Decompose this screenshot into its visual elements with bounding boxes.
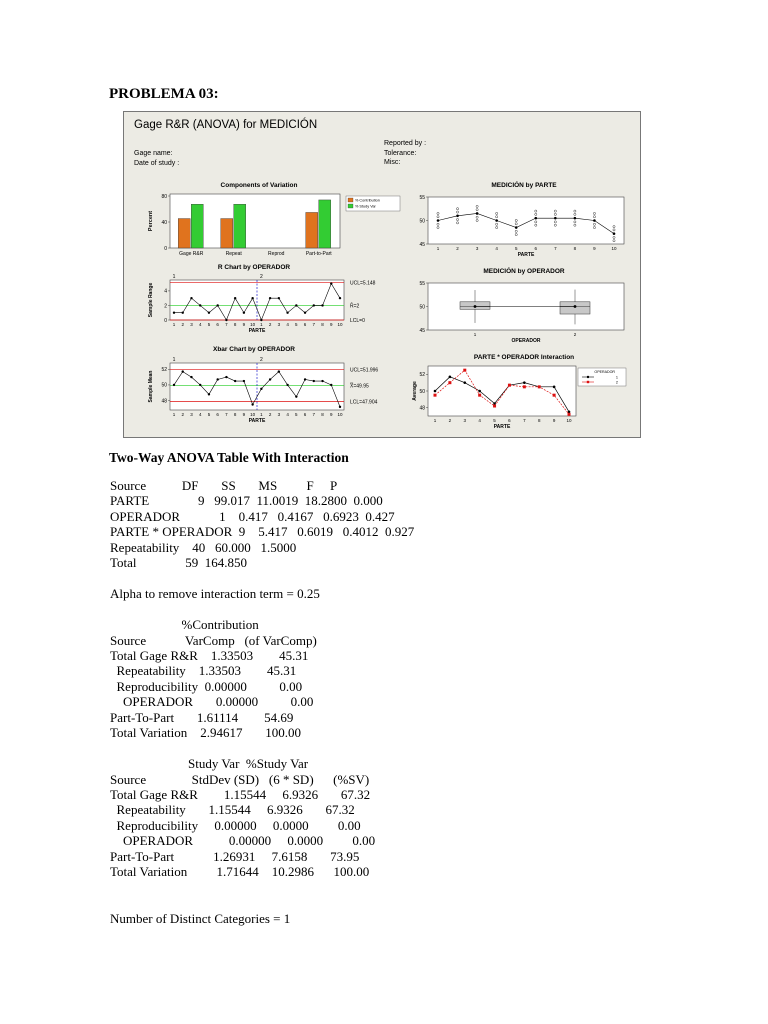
data-point: [234, 380, 236, 382]
x-tick-label: 8: [321, 322, 324, 327]
data-point: [182, 370, 184, 372]
x-tick-label: 10: [250, 412, 256, 417]
data-point: [182, 312, 184, 314]
data-point: [321, 380, 323, 382]
data-point: [234, 297, 236, 299]
data-point: [523, 385, 526, 388]
ucl-label: UCL=51.996: [350, 367, 379, 374]
data-point: [568, 411, 571, 414]
x-tick-label: 8: [573, 246, 577, 251]
x-tick-label: 6: [216, 412, 219, 417]
x-tick-label: 1: [436, 246, 440, 251]
x-tick-label: 5: [514, 246, 518, 251]
output-line: %Contribution: [110, 617, 259, 633]
output-line: Total Variation 1.71644 10.2986 100.00: [110, 864, 370, 880]
x-tick-label: 2: [573, 332, 577, 337]
data-point: [437, 219, 440, 222]
data-point: [243, 380, 245, 382]
legend-marker: [587, 381, 589, 383]
x-axis-label: PARTE: [248, 328, 266, 334]
data-point: [593, 219, 596, 222]
x-tick-label: 2: [181, 322, 184, 327]
legend-label: 1: [615, 375, 618, 380]
output-line: OPERADOR 0.00000 0.0000 0.00: [110, 833, 376, 849]
x-tick-label: 4: [495, 246, 498, 251]
bar: [319, 200, 331, 248]
output-line: PARTE * OPERADOR 9 5.417 0.6019 0.4012 0.927: [110, 524, 415, 540]
group-label: 1: [172, 357, 176, 363]
data-point: [278, 370, 280, 372]
x-tick-label: 7: [312, 322, 316, 327]
data-point: [463, 381, 466, 384]
data-point: [190, 376, 192, 378]
x-tick-label: 4: [286, 322, 289, 327]
legend-swatch: [348, 204, 353, 208]
data-point: [251, 297, 253, 299]
x-tick-label: 3: [277, 322, 281, 327]
gage-rr-figure: [123, 111, 641, 438]
data-point: [216, 378, 218, 380]
r-chart: [148, 274, 376, 334]
x-tick-label: 9: [552, 418, 556, 423]
x-tick-label: 1: [433, 418, 437, 423]
x-tick-label: 6: [216, 322, 219, 327]
output-line: Total 59 164.850: [110, 555, 248, 571]
x-tick-label: 2: [456, 246, 459, 251]
y-tick-label: 45: [419, 327, 425, 334]
output-line: Part-To-Part 1.26931 7.6158 73.95: [110, 848, 360, 864]
data-point: [339, 297, 341, 299]
box: [560, 302, 590, 314]
x-tick-label: 4: [198, 322, 202, 327]
legend-label: 2: [615, 380, 618, 385]
x-tick-label: 5: [207, 412, 211, 417]
legend-label: % Contribution: [355, 198, 380, 203]
x-tick-label: 5: [295, 412, 298, 417]
output-line: Source VarComp (of VarComp): [110, 632, 317, 648]
output-line: OPERADOR 0.00000 0.00: [110, 694, 314, 710]
x-tick-label: 4: [478, 418, 481, 423]
output-line: Total Variation 2.94617 100.00: [110, 725, 301, 741]
xbar-title: Xbar Chart by OPERADOR: [213, 346, 295, 353]
x-tick-label: 7: [225, 412, 228, 417]
data-point: [534, 217, 537, 220]
x-tick-label: 5: [207, 322, 211, 327]
data-point: [508, 384, 511, 387]
data-point: [208, 312, 210, 314]
figure-title: Gage R&R (ANOVA) for MEDICIÓN: [134, 119, 318, 131]
x-tick-label: 7: [523, 418, 526, 423]
y-tick-label: 80: [161, 193, 167, 200]
data-point: [173, 384, 175, 386]
data-point: [478, 390, 481, 393]
x-tick-label: 10: [250, 322, 256, 327]
data-point: [216, 304, 218, 306]
ucl-label: UCL=5.148: [350, 280, 376, 287]
x-tick-label: 6: [534, 246, 538, 251]
data-point: [208, 393, 210, 395]
by-parte-chart: [419, 195, 624, 258]
legend-title: OPERADOR: [594, 370, 615, 374]
group-label: 1: [172, 274, 176, 280]
xbar-chart: [148, 357, 378, 424]
misc-label: Misc:: [384, 159, 401, 166]
data-point: [495, 219, 498, 222]
data-point: [553, 386, 556, 389]
data-point: [449, 376, 452, 379]
x-tick-label: 4: [286, 412, 289, 417]
x-tick-label: 8: [537, 418, 541, 423]
x-tick-label: 6: [508, 418, 511, 423]
x-tick-label: 7: [312, 412, 316, 417]
x-tick-label: 5: [295, 322, 298, 327]
interaction-title: PARTE * OPERADOR Interaction: [473, 354, 575, 361]
output-line: Reproducibility 0.00000 0.0000 0.00: [110, 817, 361, 833]
x-tick-label: 9: [330, 412, 333, 417]
data-point: [304, 378, 306, 380]
x-tick-label: 8: [233, 412, 237, 417]
y-axis-label: Percent: [148, 210, 154, 232]
y-tick-label: 2: [164, 303, 167, 310]
data-point: [173, 312, 175, 314]
data-point: [269, 378, 271, 380]
data-point: [456, 215, 459, 218]
y-tick-label: 4: [164, 288, 167, 295]
output-line: Number of Distinct Categories = 1: [110, 910, 291, 926]
x-tick-label: 8: [233, 322, 237, 327]
interaction-chart: [412, 366, 626, 430]
x-tick-label: 4: [198, 412, 202, 417]
data-point: [574, 217, 577, 220]
group-label: 2: [259, 357, 263, 363]
x-tick-label: 1: [172, 412, 176, 417]
data-point: [313, 304, 315, 306]
x-tick-label: 1: [260, 412, 263, 417]
anova-heading: Two-Way ANOVA Table With Interaction: [109, 450, 349, 465]
lcl-label: LCL=47.904: [350, 399, 378, 406]
x-tick-label: 3: [277, 412, 281, 417]
x-tick-label: Gage R&R: [179, 251, 204, 257]
bar: [191, 204, 203, 248]
rchart-title: R Chart by OPERADOR: [217, 264, 291, 271]
data-point: [613, 232, 616, 235]
x-tick-label: Repeat: [225, 251, 242, 257]
y-tick-label: 52: [161, 367, 167, 374]
x-tick-label: 2: [268, 322, 272, 327]
components-chart: [148, 194, 400, 257]
x-tick-label: 2: [181, 412, 184, 417]
data-point: [476, 212, 479, 215]
legend-swatch: [348, 198, 353, 202]
x-tick-label: 3: [190, 322, 193, 327]
data-point: [434, 390, 437, 393]
y-tick-label: 0: [164, 245, 167, 252]
x-tick-label: 10: [611, 246, 617, 251]
data-point: [278, 297, 280, 299]
date-of-study-label: Date of study :: [134, 159, 180, 167]
x-tick-label: 1: [473, 332, 477, 337]
data-point: [478, 394, 481, 397]
data-point: [225, 376, 227, 378]
y-tick-label: 55: [419, 280, 425, 287]
output-line: Part-To-Part 1.61114 54.69: [110, 709, 294, 725]
x-tick-label: 2: [268, 412, 272, 417]
x-tick-label: 9: [330, 322, 333, 327]
x-tick-label: 3: [475, 246, 479, 251]
y-axis-label: Sample Mean: [148, 370, 154, 403]
y-tick-label: 45: [419, 241, 425, 248]
y-tick-label: 48: [161, 398, 167, 405]
data-point: [269, 297, 271, 299]
y-tick-label: 52: [419, 372, 425, 379]
y-tick-label: 40: [161, 219, 167, 226]
data-point: [304, 312, 306, 314]
lcl-label: LCL=0: [350, 318, 365, 324]
y-tick-label: 50: [419, 304, 425, 311]
data-point: [554, 217, 557, 220]
x-tick-label: 5: [493, 418, 496, 423]
x-tick-label: Part-to-Part: [305, 251, 332, 257]
data-point: [568, 413, 571, 416]
figure-charts: [124, 112, 640, 437]
x-tick-label: 7: [554, 246, 557, 251]
data-point: [434, 394, 437, 397]
data-point: [251, 403, 253, 405]
gage-name-label: Gage name:: [134, 150, 173, 157]
y-tick-label: 50: [419, 388, 425, 395]
y-axis-label: Average: [412, 381, 418, 401]
legend-label: % Study Var: [355, 204, 376, 209]
data-point: [225, 319, 227, 321]
output-line: Repeatability 40 60.000 1.5000: [110, 539, 297, 555]
x-tick-label: Reprod: [268, 251, 285, 257]
output-line: Study Var %Study Var: [110, 756, 309, 772]
plot-frame: [428, 366, 576, 416]
y-tick-label: 48: [419, 405, 425, 412]
x-tick-label: 10: [337, 412, 343, 417]
data-point: [199, 384, 201, 386]
x-tick-label: 10: [337, 322, 343, 327]
output-line: Alpha to remove interaction term = 0.25: [110, 586, 320, 602]
bar: [234, 204, 246, 248]
legend-marker: [587, 376, 589, 378]
data-point: [330, 282, 332, 284]
x-axis-label: PARTE: [493, 424, 511, 430]
output-line: Source DF SS MS F P: [110, 478, 338, 493]
x-axis-label: OPERADOR: [511, 338, 541, 344]
x-tick-label: 1: [260, 322, 263, 327]
y-axis-label: Sample Range: [148, 282, 154, 318]
data-point: [295, 304, 297, 306]
bar: [306, 212, 318, 248]
output-line: Total Gage R&R 1.33503 45.31: [110, 647, 309, 663]
page-title: PROBLEMA 03:: [109, 86, 219, 102]
x-tick-label: 9: [242, 322, 246, 327]
y-tick-label: 0: [164, 317, 167, 324]
plot-frame: [170, 280, 344, 320]
output-line: Reproducibility 0.00000 0.00: [110, 678, 303, 694]
data-point: [295, 395, 297, 397]
data-point: [260, 319, 262, 321]
x-tick-label: 6: [303, 412, 307, 417]
output-line: OPERADOR 1 0.417 0.4167 0.6923 0.427: [110, 508, 395, 524]
data-point: [538, 385, 541, 388]
data-point: [321, 304, 323, 306]
data-point: [243, 312, 245, 314]
by-operador-chart: [419, 281, 624, 344]
data-point: [330, 384, 332, 386]
output-line: Source StdDev (SD) (6 * SD) (%SV): [110, 771, 370, 787]
center-label: R̄=2: [350, 303, 360, 310]
bar: [221, 219, 233, 248]
x-tick-label: 6: [303, 322, 307, 327]
group-label: 2: [259, 274, 263, 280]
bar: [178, 219, 190, 248]
x-tick-label: 9: [593, 246, 596, 251]
data-point: [493, 405, 496, 408]
y-tick-label: 50: [419, 218, 425, 225]
reported-by-label: Reported by :: [384, 140, 427, 147]
x-tick-label: 3: [463, 418, 467, 423]
data-point: [339, 406, 341, 408]
data-point: [190, 297, 192, 299]
x-axis-label: PARTE: [517, 252, 535, 258]
tolerance-label: Tolerance:: [384, 149, 417, 157]
data-point: [463, 369, 466, 372]
data-point: [553, 394, 556, 397]
x-tick-label: 7: [225, 322, 228, 327]
center-label: X̿=49.95: [350, 383, 369, 390]
output-line: Total Gage R&R 1.15544 6.9326 67.32: [110, 787, 371, 802]
data-point: [199, 304, 201, 306]
x-tick-label: 8: [321, 412, 324, 417]
components-title: Components of Variation: [220, 182, 298, 189]
output-line: PARTE 9 99.017 11.0019 18.2800 0.000: [110, 493, 383, 509]
by-parte-title: MEDICIÓN by PARTE: [491, 182, 557, 189]
x-tick-label: 10: [566, 418, 572, 423]
data-point: [523, 381, 526, 384]
data-point: [448, 381, 451, 384]
output-line: Repeatability 1.33503 45.31: [110, 663, 297, 679]
x-tick-label: 3: [190, 412, 193, 417]
x-tick-label: 2: [448, 418, 452, 423]
by-operador-title: MEDICIÓN by OPERADOR: [483, 268, 565, 275]
data-point: [286, 384, 288, 386]
data-point: [260, 388, 262, 390]
x-axis-label: PARTE: [248, 418, 266, 424]
x-tick-label: 9: [242, 412, 246, 417]
output-line: Repeatability 1.15544 6.9326 67.32: [110, 802, 355, 818]
x-tick-label: 1: [172, 322, 176, 327]
data-point: [515, 226, 518, 229]
data-point: [313, 380, 315, 382]
y-tick-label: 55: [419, 194, 425, 201]
y-tick-label: 50: [161, 382, 167, 389]
data-point: [286, 312, 288, 314]
